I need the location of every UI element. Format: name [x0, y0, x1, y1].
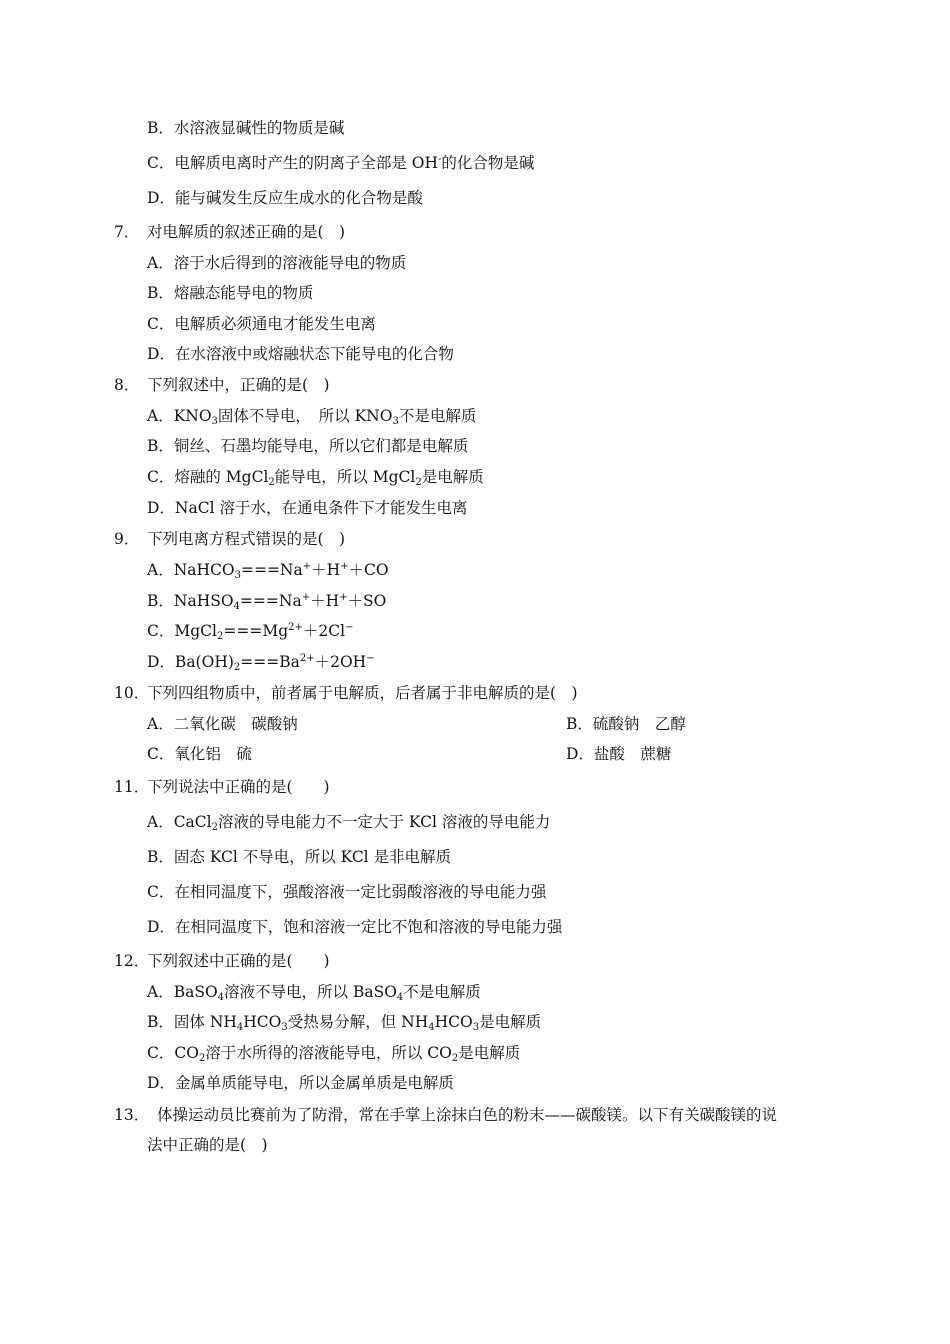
- q12-option-a: A．BaSO$_4$溶液不导电，所以 BaSO$_4$不是电解质: [147, 983, 481, 1003]
- q8-number: 8．: [114, 376, 140, 394]
- q8-option-b: B．铜丝、石墨均能导电，所以它们都是电解质: [147, 437, 469, 455]
- q11-option-c: C．在相同温度下，强酸溶液一定比弱酸溶液的导电能力强: [147, 883, 547, 901]
- q11-number: 11．: [114, 778, 150, 796]
- q13-stem-line1: 体操运动员比赛前为了防滑，常在手掌上涂抹白色的粉末——碳酸镁。以下有关碳酸镁的说: [157, 1106, 778, 1124]
- q9-number: 9．: [114, 530, 140, 548]
- q8-option-d: D．NaCl 溶于水，在通电条件下才能发生电离: [147, 499, 468, 517]
- q8-option-c: C．熔融的 MgCl$_2$能导电，所以 MgCl$_2$是电解质: [147, 468, 484, 488]
- q12-number: 12．: [114, 952, 150, 970]
- q9-option-a: A．NaHCO$_3$===Na+＋H+＋CO: [147, 561, 389, 581]
- q13-number: 13．: [114, 1106, 150, 1124]
- q7-option-d: D．在水溶液中或熔融状态下能导电的化合物: [147, 345, 454, 363]
- q11-stem: 下列说法中正确的是( ): [147, 778, 330, 796]
- prev-option-c: C．电解质电离时产生的阴离子全部是 OH-的化合物是碱: [147, 154, 535, 172]
- q7-option-b: B．熔融态能导电的物质: [147, 284, 314, 302]
- q11-option-b: B．固态 KCl 不导电，所以 KCl 是非电解质: [147, 848, 452, 866]
- q12-option-d: D．金属单质能导电，所以金属单质是电解质: [147, 1074, 454, 1092]
- q9-stem: 下列电离方程式错误的是( ): [147, 530, 346, 548]
- q9-option-c: C．$MgCl_2===Mg^{2+}+2Cl^-$: [147, 622, 354, 642]
- prev-option-d: D．能与碱发生反应生成水的化合物是酸: [147, 189, 423, 207]
- q13-stem-line2: 法中正确的是( ): [147, 1136, 268, 1154]
- q7-stem: 对电解质的叙述正确的是( ): [147, 223, 346, 241]
- q8-option-a: A．$KNO_3$固体不导电， 所以 $KNO_3$不是电解质: [147, 407, 477, 427]
- q12-stem: 下列叙述中正确的是( ): [147, 952, 330, 970]
- q10-option-d: D．盐酸 蔗糖: [566, 745, 672, 763]
- q10-option-a: A．二氧化碳 碳酸钠: [147, 715, 298, 733]
- q10-option-c: C．氧化铝 硫: [147, 745, 252, 763]
- q12-option-b: B．固体 $NH_4HCO_3$受热易分解，但 $NH_4HCO_3$是电解质: [147, 1013, 542, 1033]
- q12-option-c: C．$CO_2$溶于水所得的溶液能导电，所以 $CO_2$是电解质: [147, 1044, 521, 1064]
- q11-option-d: D．在相同温度下，饱和溶液一定比不饱和溶液的导电能力强: [147, 918, 563, 936]
- q10-number: 10．: [114, 684, 150, 702]
- q11-option-a: A．CaCl$_2$溶液的导电能力不一定大于 KCl 溶液的导电能力: [147, 813, 551, 833]
- q9-option-d: D．$Ba(OH)_2===Ba^{2+}+2OH^-$: [147, 653, 375, 673]
- q7-number: 7．: [114, 223, 140, 241]
- prev-option-b: B．水溶液显碱性的物质是碱: [147, 119, 345, 137]
- q8-stem: 下列叙述中，正确的是( ): [147, 376, 330, 394]
- q10-option-b: B．硫酸钠 乙醇: [566, 715, 686, 733]
- q7-option-c: C．电解质必须通电才能发生电离: [147, 315, 376, 333]
- q9-option-b: B．NaHSO$_4$===Na+＋H+＋SO: [147, 592, 387, 612]
- q10-stem: 下列四组物质中，前者属于电解质，后者属于非电解质的是( ): [147, 684, 578, 702]
- q7-option-a: A．溶于水后得到的溶液能导电的物质: [147, 254, 407, 272]
